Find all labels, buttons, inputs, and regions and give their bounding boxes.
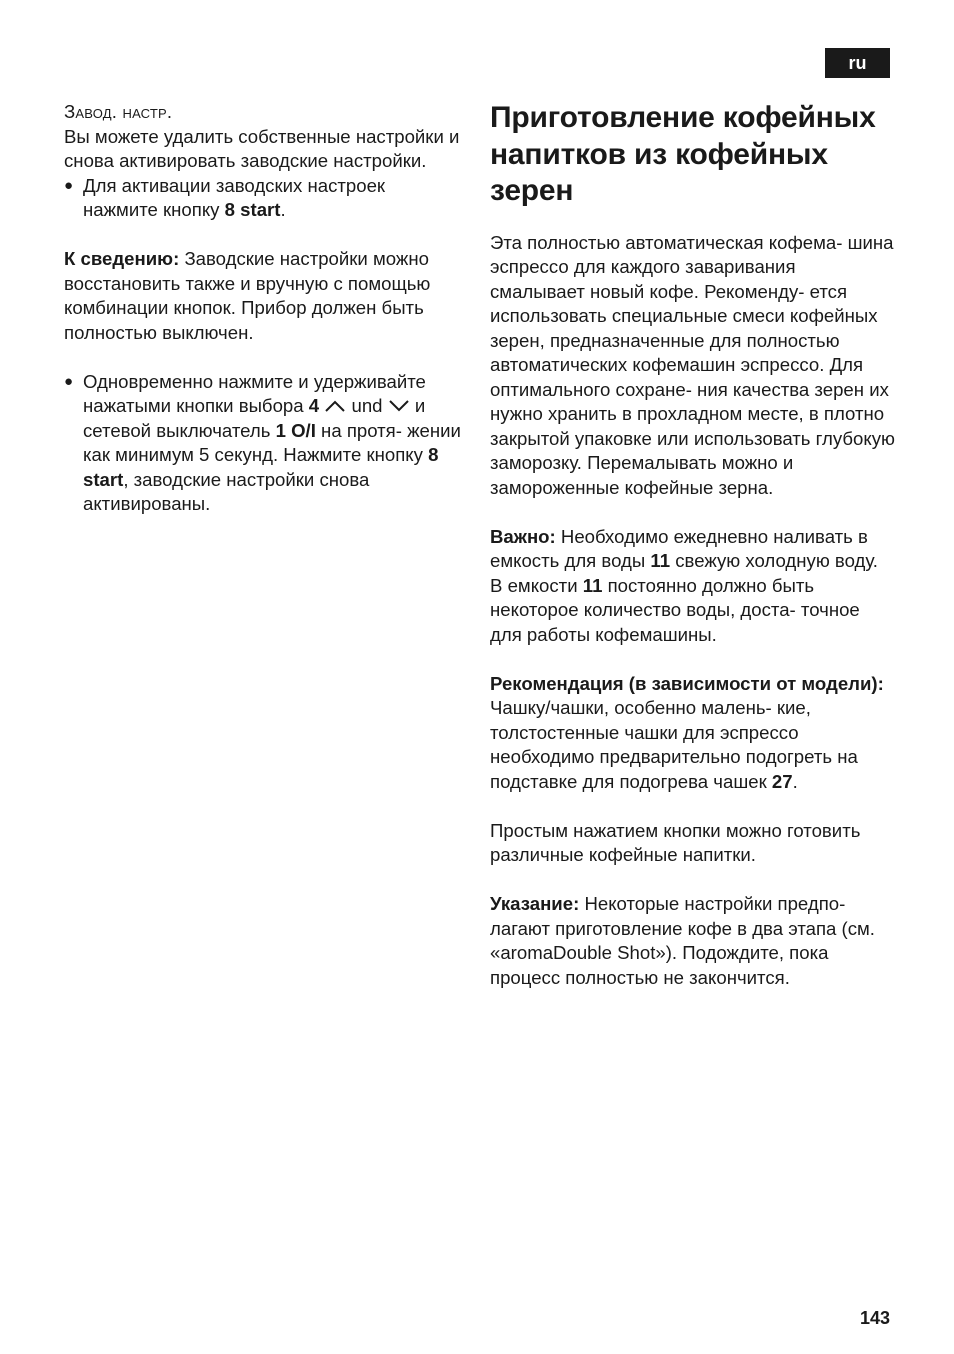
important-label: Важно: — [490, 525, 556, 547]
important-paragraph: Важно: Необходимо ежедневно наливать в емкость для воды 11 свежую холодную воду. В емкости 11 постоянно должно быть некоторое количество воды, доста- точное для работы кофемашины. — [490, 525, 878, 645]
note-paragraph: К сведению: Заводские настройки можно восстановить также и вручную с помощью комбинации кнопок. Прибор должен быть полностью выключен. — [64, 248, 431, 343]
simple-press-paragraph: Простым нажатием кнопки можно готовить различные кофейные напитки. — [490, 819, 861, 865]
right-column — [490, 100, 895, 990]
recommendation-label: Рекомендация (в зависимости от модели): — [490, 672, 884, 694]
key-label: 8 start — [83, 444, 439, 490]
bullet-dot-icon: ● — [64, 176, 74, 194]
note-label: К сведению: — [64, 248, 180, 269]
recommendation-paragraph: Рекомендация (в зависимости от модели): Чашку/чашки, особенно малень- кие, толстостенные чашки для эспрессо необходимо предварительно подогреть на подставке для подогрева чашек 27. — [490, 672, 884, 792]
key-label: 4 — [308, 395, 320, 416]
hint-label: Указание: — [490, 893, 580, 914]
left-column — [64, 100, 464, 517]
arrow-up-icon — [324, 399, 346, 413]
hint-paragraph: Указание: Некоторые настройки предпо- лагают приготовление кофе в два этапа (см. «aromaDouble Shot»). Подождите, пока процесс полностью не закончится. — [490, 893, 875, 988]
bullet-dot-icon: ● — [64, 372, 74, 390]
bullet-activate-factory: ● Для активации заводских настроек нажмите кнопку 8 start. — [64, 174, 386, 220]
coffee-beans-paragraph: Эта полностью автоматическая кофема- шина эспрессо для каждого заваривания смалывает новый кофе. Рекоменду- ется использовать специальные смеси кофейных зерен, предназначенные для полностью автоматических кофемашин эспрессо. Для оптимального сохране- ния качества зерен их нужно хранить в прохладном месте, в плотно закрытой упаковке или использовать глубокую заморозку. Перемалывать можно и замороженные кофейные зерна. — [490, 231, 895, 498]
section-heading-factory-settings: Завод. настр. — [64, 101, 173, 122]
key-label: 8 start — [224, 199, 281, 220]
key-label: 1 O/I — [275, 419, 316, 441]
page-title: Приготовление кофейных напитков из кофейных зерен — [490, 101, 876, 207]
arrow-down-icon — [388, 399, 410, 413]
page-number: 143 — [859, 1308, 890, 1328]
language-badge: ru — [825, 48, 890, 78]
bullet-manual-reset: ● Одновременно нажмите и удерживайте нажатыми кнопки выбора 4 und и сетевой выключатель 1 O/I на протя- жении как минимум 5 секунд. Нажмите кнопку 8 start, заводские настройки снова активированы. — [64, 370, 461, 514]
factory-settings-intro: Вы можете удалить собственные настройки и снова активировать заводские настройки. — [64, 125, 460, 171]
